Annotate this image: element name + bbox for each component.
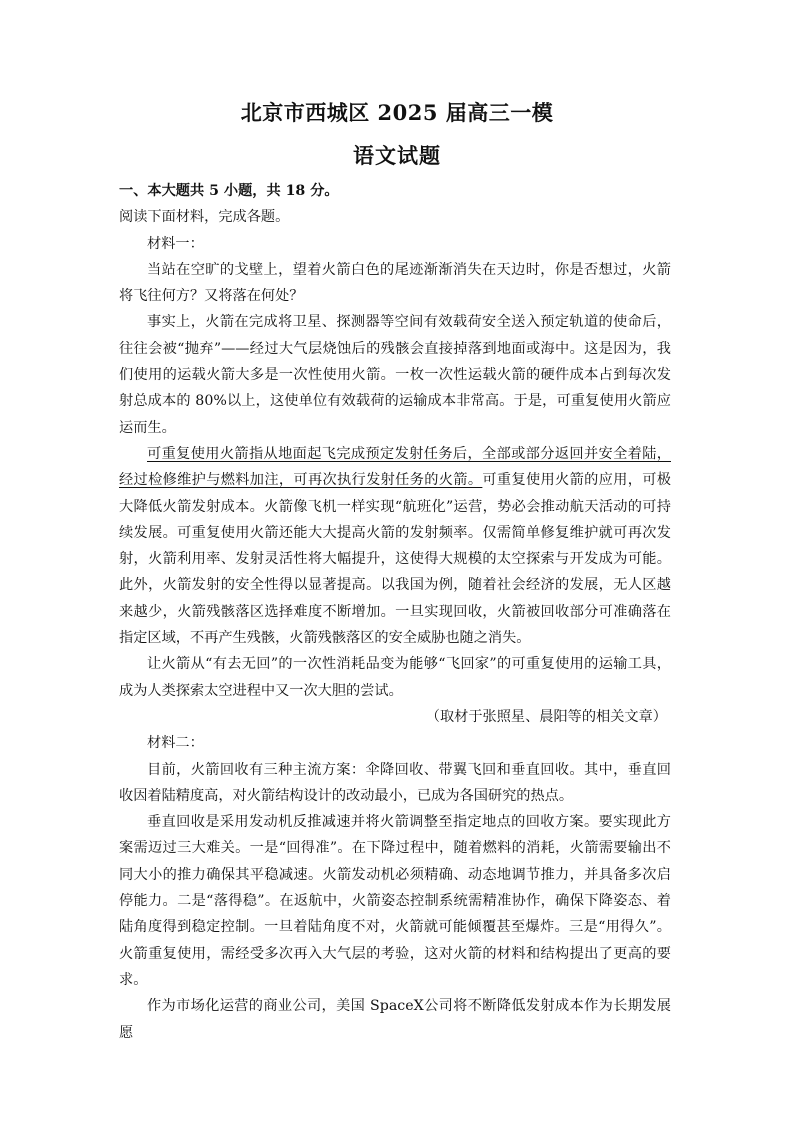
instruction-text: 阅读下面材料，完成各题。 bbox=[119, 209, 290, 226]
material-two-paragraph-3: 作为市场化运营的商业公司，美国 SpaceX公司将不断降低发射成本作为长期发展愿 bbox=[119, 998, 671, 1041]
source-citation: （取材于张照星、晨阳等的相关文章） bbox=[425, 708, 667, 725]
document-body bbox=[119, 178, 671, 1046]
exam-title: 北京市西城区 2025 届高三一模 bbox=[240, 100, 554, 125]
underlined-definition: 可重复使用火箭指从地面起飞完成预定发射任务后，全部或部分返回并安全着陆，经过检修维护与燃料加注，可再次执行发射任务的火箭。 bbox=[119, 445, 671, 489]
material-two-paragraph-2: 垂直回收是采用发动机反推减速并将火箭调整至指定地点的回收方案。要实现此方案需迈过三大难关。一是“回得准”。在下降过程中，随着燃料的消耗，火箭需要输出不同大小的推力确保其平稳减速。火箭发动机必须精确、动态地调节推力，并具备多次启停能力。二是“落得稳”。在返航中，火箭姿态控制系统需精准协作，确保下降姿态、着陆角度得到稳定控制。一旦着陆角度不对，火箭就可能倾覆甚至爆炸。三是“用得久”。火箭重复使用，需经受多次再入大气层的考验，这对火箭的材料和结构提出了更高的要求。 bbox=[119, 814, 671, 988]
exam-subtitle: 语文试题 bbox=[353, 143, 441, 168]
material-two-paragraph-1: 目前，火箭回收有三种主流方案：伞降回收、带翼飞回和垂直回收。其中，垂直回收因着陆精度高，对火箭结构设计的改动最小，已成为各国研究的热点。 bbox=[119, 761, 671, 804]
material-one-paragraph-3 bbox=[119, 441, 671, 651]
material-two-label: 材料二： bbox=[147, 735, 204, 752]
paragraph-3-rest: 可重复使用火箭的应用，可极大降低火箭发射成本。火箭像飞机一样实现“航班化”运营，势必会推动航天活动的可持续发展。可重复使用火箭还能大大提高火箭的发射频率。仅需简单修复维护就可再次发射，火箭利用率、发射灵活性将大幅提升，这使得大规模的太空探索与开发成为可能。此外，火箭发射的安全性得以显著提高。以我国为例，随着社会经济的发展，无人区越来越少，火箭残骸落区选择难度不断增加。一旦实现回收，火箭被回收部分可准确落在指定区域，不再产生残骸，火箭残骸落区的安全威胁也随之消失。 bbox=[119, 472, 671, 647]
material-one-label: 材料一： bbox=[147, 235, 204, 252]
material-one-paragraph-4: 让火箭从“有去无回”的一次性消耗品变为能够“飞回家”的可重复使用的运输工具，成为人类探索太空进程中又一次大胆的尝试。 bbox=[119, 656, 671, 699]
section-heading: 一、本大题共 5 小题，共 18 分。 bbox=[119, 183, 339, 199]
material-one-paragraph-2: 事实上，火箭在完成将卫星、探测器等空间有效载荷安全送入预定轨道的使命后，往往会被“抛弃”——经过大气层烧蚀后的残骸会直接掉落到地面或海中。这是因为，我们使用的运载火箭大多是一次性使用火箭。一枚一次性运载火箭的硬件成本占到每次发射总成本的 80%以上，这使单位有效载荷的运输成本非常高。于是，可重复使用火箭应运而生。 bbox=[119, 314, 671, 436]
material-one-paragraph-1: 当站在空旷的戈壁上，望着火箭白色的尾迹渐渐消失在天边时，你是否想过，火箭将飞往何方？又将落在何处？ bbox=[119, 261, 671, 305]
